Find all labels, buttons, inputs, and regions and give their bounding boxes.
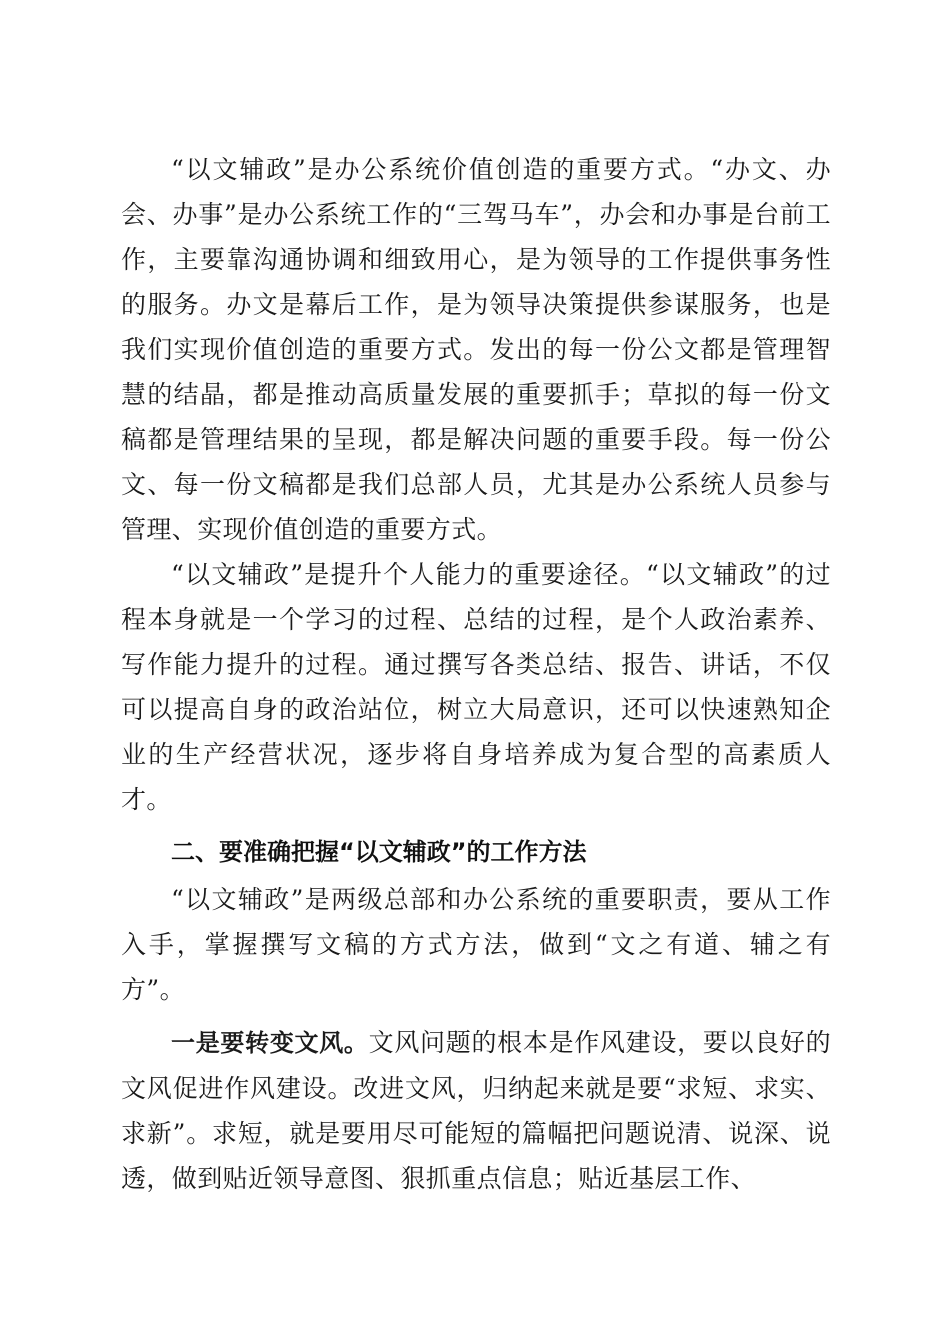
paragraph-section-intro: “以文辅政”是两级总部和办公系统的重要职责，要从工作入手，掌握撰写文稿的方式方法，做到“文之有道、辅之有方”。 xyxy=(121,885,831,1004)
paragraph-value-creation: “以文辅政”是办公系统价值创造的重要方式。“办文、办会、办事”是办公系统工作的“三驾马车”，办会和办事是台前工作，主要靠沟通协调和细致用心，是为领导的工作提供事务性的服务。办文是幕后工作，是为领导决策提供参谋服务，也是我们实现价值创造的重要方式。发出的每一份公文都是管理智慧的结晶，都是推动高质量发展的重要抓手；草拟的每一份文稿都是管理结果的呈现，都是解决问题的重要手段。每一份公文、每一份文稿都是我们总部人员，尤其是办公系统人员参与管理、实现价值创造的重要方式。 xyxy=(121,155,831,544)
document-body xyxy=(121,147,831,1201)
point-one-lead: 一是要转变文风。 xyxy=(171,1029,369,1057)
point-one-body: 文风问题的根本是作风建设，要以良好的文风促进作风建设。改进文风，归纳起来就是要“求短、求实、求新”。求短，就是要用尽可能短的篇幅把问题说清、说深、说透，做到贴近领导意图、狠抓重点信息；贴近基层工作、 xyxy=(121,1028,832,1193)
paragraph-point-one xyxy=(121,1020,831,1201)
section-heading: 二、要准确把握“以文辅政”的工作方法 xyxy=(171,838,587,866)
paragraph-personal-ability: “以文辅政”是提升个人能力的重要途径。“以文辅政”的过程本身就是一个学习的过程、总结的过程，是个人政治素养、写作能力提升的过程。通过撰写各类总结、报告、讲话，不仅可以提高自身的政治站位，树立大局意识，还可以快速熟知企业的生产经营状况，逐步将自身培养成为复合型的高素质人才。 xyxy=(121,560,831,814)
